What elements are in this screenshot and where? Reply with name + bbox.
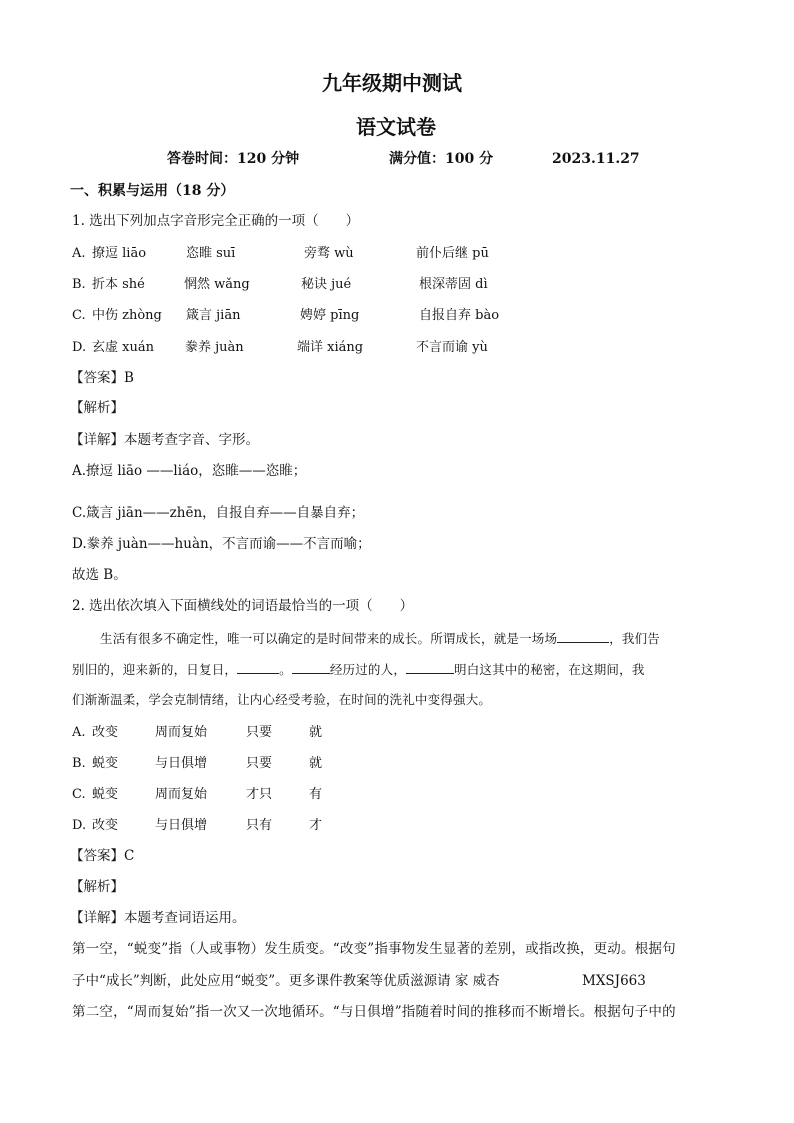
q2-analysis: 【解析】 <box>70 879 124 895</box>
q1-option-label: A. <box>72 246 86 261</box>
q1-option-item: 豢养 juàn <box>185 340 244 355</box>
question-2-stem: 2. 选出依次填入下面横线处的词语最恰当的一项（ ） <box>72 598 414 614</box>
passage-line: 们渐渐温柔，学会克制情绪，让内心经受考验，在时间的洗礼中变得强大。 <box>72 692 492 707</box>
exam-date: 2023.11.27 <box>552 151 640 167</box>
watermark-code: MXSJ663 <box>582 973 646 989</box>
q1-explain-line: C.箴言 jiān——zhēn，自报自弃——自暴自弃； <box>72 505 365 521</box>
q2-option-item: 就 <box>309 725 323 740</box>
q1-option-item: 秘诀 jué <box>301 277 352 292</box>
q1-option-item: 中伤 zhòng <box>92 308 162 323</box>
q2-option-item: 周而复始 <box>155 725 208 740</box>
q2-answer: 【答案】C <box>70 848 135 864</box>
q2-option-item: 与日俱增 <box>155 818 208 833</box>
q2-option-item: 只要 <box>246 725 273 740</box>
q2-explain-line: 第二空，“周而复始”指一次又一次地循环。“与日俱增”指随着时间的推移而不断增长。根据句子中的 <box>72 1004 676 1020</box>
q1-option-item: 娉婷 pīng <box>300 308 360 323</box>
q2-option-item: 只要 <box>246 756 273 771</box>
q1-answer: 【答案】B <box>70 370 134 386</box>
q2-option-label: B. <box>72 756 86 771</box>
q1-detail: 【详解】本题考查字音、字形。 <box>70 432 259 448</box>
section-heading: 一、积累与运用（18 分） <box>70 183 235 199</box>
passage-text: 别旧的，迎来新的，日复日， <box>72 662 238 677</box>
q2-option-item: 蜕变 <box>92 756 119 771</box>
q2-option-item: 改变 <box>92 725 119 740</box>
q2-option-item: 周而复始 <box>155 787 208 802</box>
blank-4 <box>406 663 454 674</box>
q1-option-item: 前仆后继 pū <box>416 246 489 261</box>
q2-option-item: 蜕变 <box>92 787 119 802</box>
q1-option-item: 撩逗 liāo <box>92 246 147 261</box>
q2-option-label: A. <box>72 725 86 740</box>
q2-option-item: 只有 <box>246 818 273 833</box>
exam-time: 答卷时间：120 分钟 <box>167 151 300 167</box>
passage-text: 经历过的人， <box>329 662 407 677</box>
q2-option-item: 才只 <box>246 787 273 802</box>
passage-line <box>100 632 660 646</box>
q1-option-item: 自报自弃 bào <box>419 308 500 323</box>
q2-option-item: 就 <box>309 756 323 771</box>
q2-option-item: 与日俱增 <box>155 756 208 771</box>
q2-explain-line: 第一空，“蜕变”指（人或事物）发生质变。“改变”指事物发生显著的差别，或指改换，更动。根据句 <box>72 941 676 957</box>
q2-option-label: C. <box>72 787 86 802</box>
q1-option-item: 惘然 wǎng <box>184 277 250 292</box>
exam-subtitle: 语文试卷 <box>356 115 436 139</box>
q1-option-label: B. <box>72 277 86 292</box>
q1-option-label: C. <box>72 308 86 323</box>
q2-option-label: D. <box>72 818 87 833</box>
passage-text: 生活有很多不确定性，唯一可以确定的是时间带来的成长。所谓成长，就是一场场 <box>100 631 558 646</box>
q1-option-item: 恣睢 suī <box>186 246 236 261</box>
q1-conclusion: 故选 B。 <box>72 567 127 583</box>
q2-detail: 【详解】本题考查词语运用。 <box>70 910 246 926</box>
q2-option-item: 才 <box>309 818 323 833</box>
q1-analysis: 【解析】 <box>70 400 124 416</box>
blank-3 <box>292 663 330 674</box>
passage-text: 明白这其中的秘密，在这期间，我 <box>454 662 645 677</box>
q1-option-item: 端详 xiáng <box>297 340 364 355</box>
q1-option-item: 箴言 jiān <box>186 308 241 323</box>
q1-option-label: D. <box>72 340 87 355</box>
exam-title: 九年级期中测试 <box>322 71 462 95</box>
exam-score: 满分值：100 分 <box>389 151 494 167</box>
q1-option-item: 不言而谕 yù <box>416 340 488 355</box>
blank-2 <box>237 663 279 674</box>
q2-option-item: 改变 <box>92 818 119 833</box>
q1-explain-line: A.撩逗 liāo ——liáo，恣睢——恣睢； <box>72 463 307 479</box>
q1-option-item: 旁骛 wù <box>304 246 354 261</box>
passage-text: 。 <box>279 662 292 677</box>
q1-option-item: 折本 shé <box>92 277 145 292</box>
q2-option-item: 有 <box>309 787 323 802</box>
q2-explain-line: 子中“成长”判断，此处应用“蜕变”。更多课件教案等优质滋源请 家 威杏 <box>72 973 500 989</box>
q1-option-item: 根深蒂固 dì <box>419 277 488 292</box>
passage-text: ，我们告 <box>609 631 661 646</box>
passage-line <box>72 663 645 677</box>
q1-explain-line: D.豢养 juàn——huàn，不言而谕——不言而喻； <box>72 536 371 552</box>
q1-option-item: 玄虚 xuán <box>92 340 154 355</box>
question-1-stem: 1. 选出下列加点字音形完全正确的一项（ ） <box>72 213 360 229</box>
blank-1 <box>557 632 609 643</box>
